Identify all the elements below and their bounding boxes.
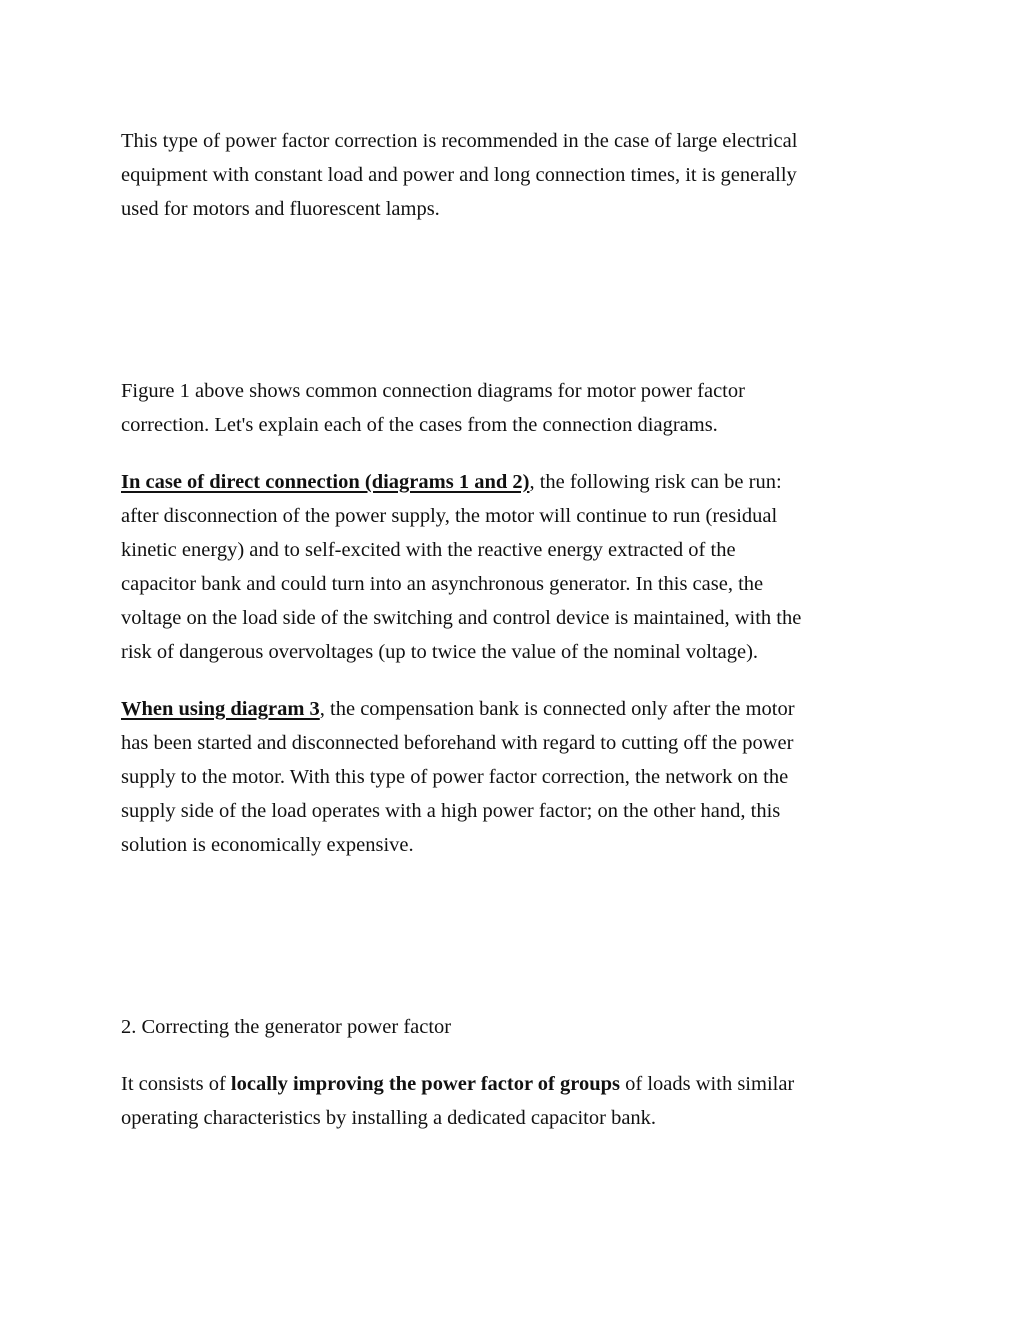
text-run: , the compensation bank is connected only after the motor: [319, 698, 795, 720]
diagram-3-heading: When using diagram 3: [121, 698, 320, 720]
text-line: kinetic energy) and to self-excited with the reactive energy extracted of the: [121, 539, 736, 561]
text-line: supply to the motor. With this type of power factor correction, the network on the: [121, 766, 789, 788]
paragraph-direct-connection: [121, 465, 911, 669]
text-line: supply side of the load operates with a high power factor; on the other hand, this: [121, 800, 781, 822]
bold-phrase: locally improving the power factor of groups: [230, 1073, 621, 1095]
paragraph-diagram-3: [121, 692, 911, 862]
text-line: Figure 1 above shows common connection diagrams for motor power factor: [121, 380, 745, 402]
text-line: solution is economically expensive.: [121, 834, 414, 856]
paragraph-power-factor-intro: [121, 124, 911, 226]
text-line: 2. Correcting the generator power factor: [121, 1016, 452, 1038]
text-line: [121, 465, 911, 499]
section-heading-generator-power-factor: [121, 1010, 911, 1044]
text-run: It consists of: [121, 1073, 231, 1095]
text-line: voltage on the load side of the switching and control device is maintained, with the: [121, 607, 802, 629]
text-line: correction. Let's explain each of the cases from the connection diagrams.: [121, 414, 718, 436]
text-line: risk of dangerous overvoltages (up to twice the value of the nominal voltage).: [121, 641, 759, 663]
text-line: [121, 1067, 911, 1101]
text-line: operating characteristics by installing a dedicated capacitor bank.: [121, 1107, 657, 1129]
text-line: equipment with constant load and power and long connection times, it is generally: [121, 164, 797, 186]
text-line: used for motors and fluorescent lamps.: [121, 198, 440, 220]
paragraph-figure-reference: [121, 374, 911, 442]
text-line: This type of power factor correction is recommended in the case of large electrical: [121, 130, 798, 152]
paragraph-group-correction: [121, 1067, 911, 1135]
text-run: , the following risk can be run:: [529, 471, 782, 493]
text-line: capacitor bank and could turn into an asynchronous generator. In this case, the: [121, 573, 764, 595]
text-line: [121, 692, 911, 726]
text-run: of loads with similar: [620, 1073, 795, 1095]
text-line: after disconnection of the power supply, the motor will continue to run (residual: [121, 505, 778, 527]
direct-connection-heading: In case of direct connection (diagrams 1 and 2): [121, 471, 530, 493]
text-line: has been started and disconnected beforehand with regard to cutting off the power: [121, 732, 794, 754]
